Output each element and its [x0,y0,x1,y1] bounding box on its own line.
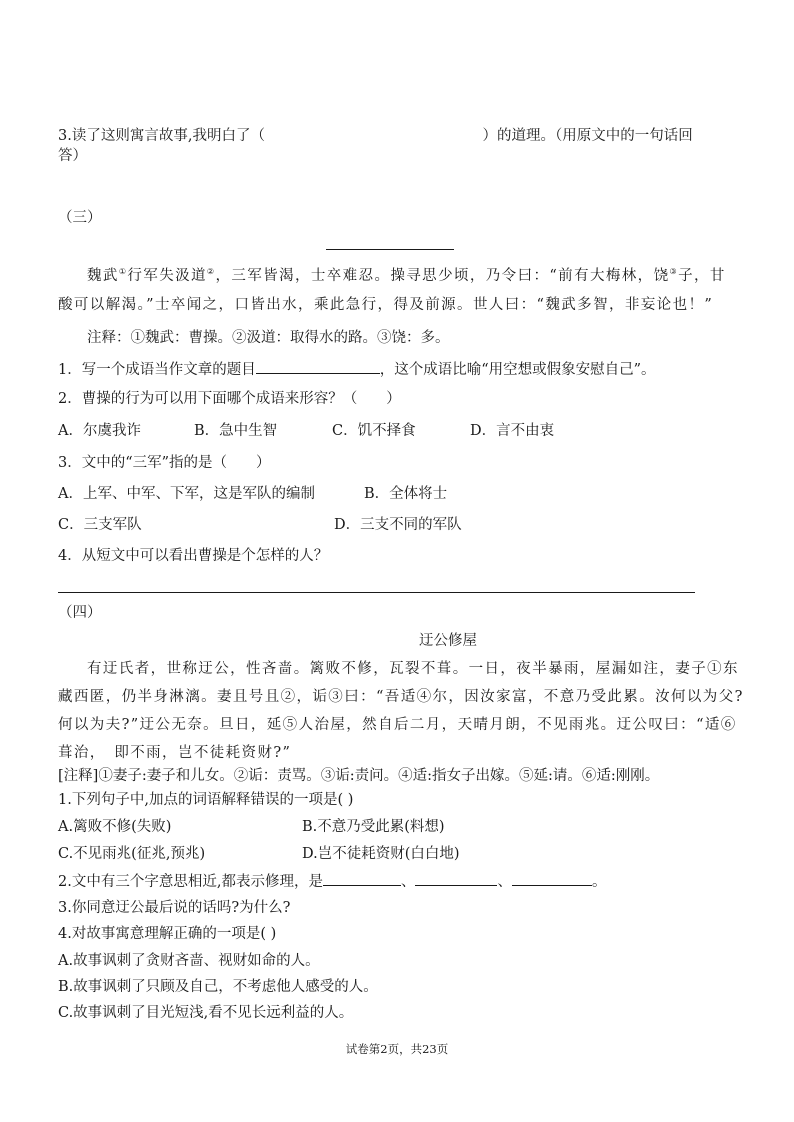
prev-question-3 [58,126,738,166]
section-4-question-3: 3.你同意迂公最后说的话吗?为什么? [58,900,291,916]
option-b[interactable]: B．急中生智 [194,423,278,439]
title-blank-line [326,249,454,250]
answer-blank[interactable] [256,359,380,374]
section-3-header: （三） [58,210,102,226]
section-4-question-4-option-a[interactable]: A.故事讽刺了贪财吝啬、视财如命的人。 [58,953,320,969]
option-d[interactable]: D.岂不徒耗资财(白白地) [302,846,460,862]
section-3-question-2: 2．曹操的行为可以用下面哪个成语来形容？（ ） [58,391,401,407]
section-4-question-1: 1.下列句子中,加点的词语解释错误的一项是( ) [58,792,354,808]
option-a[interactable]: A．上军、中军、下军，这是军队的编制 [58,486,315,502]
option-d[interactable]: D．言不由衷 [470,423,555,439]
section-4-header: （四） [58,605,102,621]
section-3-passage-line-1: 魏武①行军失汲道②，三军皆渴，士卒难忍。操寻思少顷，乃令曰：“前有大梅林，饶③子，甘 [87,267,726,284]
answer-blank-3[interactable] [512,871,592,886]
option-c[interactable]: C.不见雨兆(征兆,预兆) [58,846,206,862]
answer-line[interactable] [58,592,695,593]
option-a[interactable]: A．尔虞我诈 [58,423,141,439]
section-3-question-3: 3．文中的“三军”指的是（ ） [58,455,271,471]
section-4-passage-line-3: 何以为夫?”迂公无奈。旦日，延⑤人治屋，然自后二月，天晴月朗，不见雨兆。迂公叹曰：“适⑥ [58,717,737,733]
section-3-question-1: 1．写一个成语当作文章的题目 ，这个成语比喻“用空想或假象安慰自己”。 [58,359,738,380]
section-4-question-4-option-b[interactable]: B.故事讽刺了只顾及自己，不考虑他人感受的人。 [58,979,378,995]
section-4-passage-line-2: 藏西匿，仍半身淋漓。妻且号且②，诟③曰：“吾适④尔，因汝家富，不意乃受此累。汝何以为父? [58,689,744,705]
prev-question-3-text: 3.读了这则寓言故事,我明白了（ ）的道理。（用原文中的一句话回 [58,128,693,144]
section-4-passage-line-4: 葺治， 即不雨，岂不徒耗资财?” [58,745,292,761]
section-3-passage-line-2: 酸可以解渴。”士卒闻之，口皆出水，乘此急行，得及前源。世人曰：“魏武多智，非妄论也！” [58,297,714,313]
section-4-question-4-option-c[interactable]: C.故事讽刺了目光短浅,看不见长远利益的人。 [58,1005,354,1021]
section-4-question-2: 2.文中有三个字意思相近,都表示修理，是 、 、 。 [58,871,738,892]
option-d[interactable]: D．三支不同的军队 [334,517,462,533]
option-c[interactable]: C．饥不择食 [332,423,416,439]
answer-blank-1[interactable] [323,871,401,886]
prev-question-3-text-cont: 答） [58,148,87,164]
section-3-note: 注释：①魏武：曹操。②汲道：取得水的路。③饶：多。 [87,330,450,346]
passage-title: 迂公修屋 [419,633,477,649]
section-3-question-4: 4．从短文中可以看出曹操是个怎样的人？ [58,548,329,564]
option-b[interactable]: B.不意乃受此累(料想) [302,819,445,835]
answer-blank-2[interactable] [415,871,497,886]
page-footer: 试卷第2页，共23页 [345,1042,449,1056]
option-b[interactable]: B．全体将士 [364,486,448,502]
section-4-notes: [注释]①妻子:妻子和儿女。②诟：责骂。③诟:责问。④适:指女子出嫁。⑤延:请。⑥适:刚刚。 [58,768,660,784]
section-4-question-4: 4.对故事寓意理解正确的一项是( ) [58,926,277,942]
option-a[interactable]: A.篱败不修(失败) [58,819,172,835]
section-4-passage-line-1: 有迂氏者，世称迂公，性吝啬。篱败不修，瓦裂不葺。一日，夜半暴雨，屋漏如注，妻子①东 [87,661,739,677]
option-c[interactable]: C．三支军队 [58,517,142,533]
